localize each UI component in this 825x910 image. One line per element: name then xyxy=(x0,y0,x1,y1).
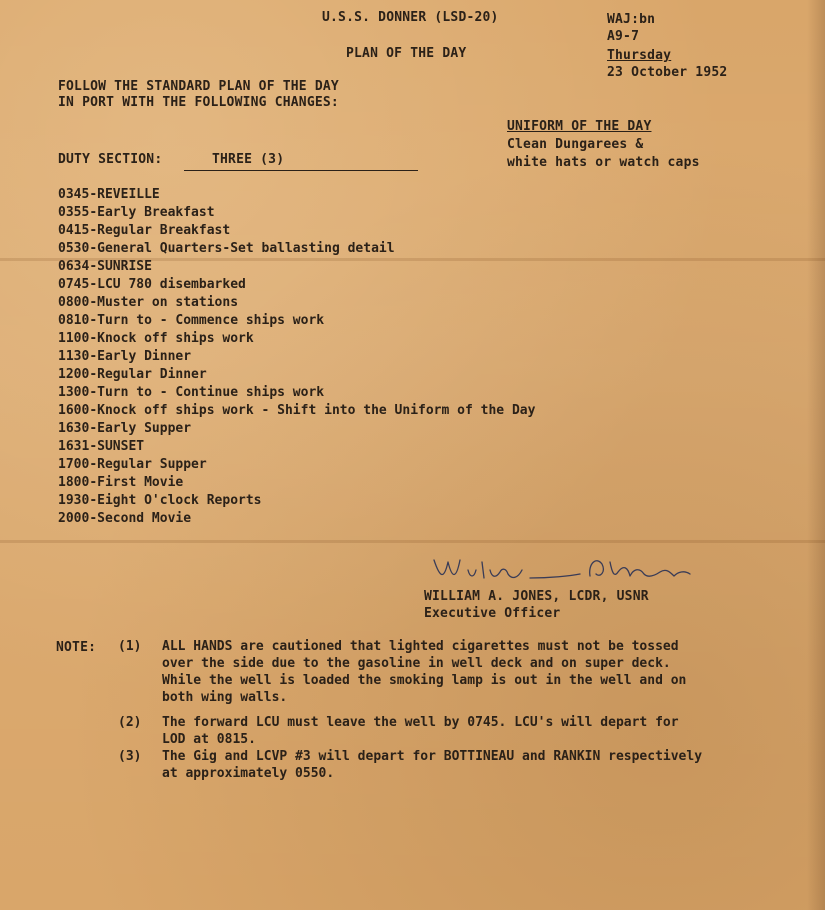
note-number: (3) xyxy=(118,749,142,764)
schedule-activity: Early Breakfast xyxy=(97,205,215,220)
schedule-separator: - xyxy=(89,331,98,346)
schedule-activity: Early Supper xyxy=(97,421,192,436)
note-line: ALL HANDS are cautioned that lighted cigarettes must not be tossed xyxy=(162,639,679,654)
schedule-time: 1700 xyxy=(58,457,90,472)
schedule-separator: - xyxy=(89,493,98,508)
intro-line-1: FOLLOW THE STANDARD PLAN OF THE DAY xyxy=(58,79,339,94)
schedule-separator: - xyxy=(89,241,98,256)
reference-initials: WAJ:bn xyxy=(607,12,656,27)
schedule-activity: LCU 780 disembarked xyxy=(97,277,246,292)
schedule-time: 1630 xyxy=(58,421,90,436)
schedule-separator: - xyxy=(89,385,98,400)
note-line: over the side due to the gasoline in well deck and on super deck. xyxy=(162,656,671,671)
paper-fold xyxy=(0,540,825,543)
schedule-separator: - xyxy=(89,205,98,220)
schedule-row xyxy=(58,420,535,438)
weekday: Thursday xyxy=(607,48,672,63)
note-line: at approximately 0550. xyxy=(162,766,335,781)
schedule-activity: Knock off ships work xyxy=(97,331,254,346)
schedule-time: 1600 xyxy=(58,403,90,418)
schedule-row xyxy=(58,204,535,222)
schedule-separator: - xyxy=(89,187,98,202)
schedule-row xyxy=(58,366,535,384)
schedule-separator: - xyxy=(89,475,98,490)
schedule-time: 1800 xyxy=(58,475,90,490)
schedule-separator: - xyxy=(89,457,98,472)
handwritten-signature xyxy=(430,548,700,590)
schedule-activity: Eight O'clock Reports xyxy=(97,493,262,508)
duty-section-value: THREE (3) xyxy=(212,152,285,167)
schedule-row xyxy=(58,294,535,312)
schedule-time: 1930 xyxy=(58,493,90,508)
schedule-activity: Turn to - Continue ships work xyxy=(97,385,325,400)
schedule-row xyxy=(58,330,535,348)
schedule-row xyxy=(58,222,535,240)
schedule-activity: Early Dinner xyxy=(97,349,192,364)
schedule-row xyxy=(58,186,535,204)
schedule-separator: - xyxy=(89,277,98,292)
uniform-line-1: Clean Dungarees & xyxy=(507,137,644,152)
schedule-row xyxy=(58,510,535,528)
reference-code: A9-7 xyxy=(607,29,640,44)
schedule-activity: General Quarters-Set ballasting detail xyxy=(97,241,395,256)
schedule-time: 2000 xyxy=(58,511,90,526)
schedule-activity: Second Movie xyxy=(97,511,192,526)
schedule-time: 1130 xyxy=(58,349,90,364)
schedule-row xyxy=(58,258,535,276)
schedule-row xyxy=(58,438,535,456)
schedule-separator: - xyxy=(89,223,98,238)
schedule-row xyxy=(58,492,535,510)
schedule-time: 0810 xyxy=(58,313,90,328)
schedule-time: 1100 xyxy=(58,331,90,346)
schedule-activity: SUNSET xyxy=(97,439,145,454)
schedule-list xyxy=(58,186,535,528)
schedule-activity: First Movie xyxy=(97,475,184,490)
uniform-title: UNIFORM OF THE DAY xyxy=(507,119,652,134)
schedule-separator: - xyxy=(89,295,98,310)
schedule-separator: - xyxy=(89,367,98,382)
note-line: LOD at 0815. xyxy=(162,732,256,747)
schedule-activity: Turn to - Commence ships work xyxy=(97,313,325,328)
schedule-time: 1200 xyxy=(58,367,90,382)
schedule-activity: Regular Supper xyxy=(97,457,207,472)
schedule-row xyxy=(58,312,535,330)
schedule-row xyxy=(58,456,535,474)
schedule-separator: - xyxy=(89,313,98,328)
schedule-separator: - xyxy=(89,259,98,274)
schedule-separator: - xyxy=(89,349,98,364)
ship-name: U.S.S. DONNER (LSD-20) xyxy=(322,10,499,25)
document-date: 23 October 1952 xyxy=(607,65,728,80)
schedule-activity: Regular Breakfast xyxy=(97,223,231,238)
intro-line-2: IN PORT WITH THE FOLLOWING CHANGES: xyxy=(58,95,339,110)
schedule-time: 1631 xyxy=(58,439,90,454)
schedule-row xyxy=(58,240,535,258)
plan-title: PLAN OF THE DAY xyxy=(346,46,467,61)
duty-section-underline xyxy=(184,170,418,171)
paper-edge xyxy=(807,0,825,910)
schedule-time: 0530 xyxy=(58,241,90,256)
schedule-row xyxy=(58,276,535,294)
schedule-time: 0415 xyxy=(58,223,90,238)
signer-name: WILLIAM A. JONES, LCDR, USNR xyxy=(424,589,649,604)
schedule-activity: Regular Dinner xyxy=(97,367,207,382)
duty-section-label: DUTY SECTION: xyxy=(58,152,163,167)
schedule-activity: REVEILLE xyxy=(97,187,160,202)
schedule-time: 0345 xyxy=(58,187,90,202)
schedule-separator: - xyxy=(89,439,98,454)
schedule-time: 0745 xyxy=(58,277,90,292)
schedule-activity: Knock off ships work - Shift into the Uniform of the Day xyxy=(97,403,536,418)
note-number: (1) xyxy=(118,639,142,654)
schedule-activity: SUNRISE xyxy=(97,259,152,274)
note-line: While the well is loaded the smoking lamp is out in the well and on xyxy=(162,673,687,688)
schedule-separator: - xyxy=(89,403,98,418)
schedule-activity: Muster on stations xyxy=(97,295,239,310)
notes-label: NOTE: xyxy=(56,640,97,655)
schedule-row xyxy=(58,384,535,402)
uniform-line-2: white hats or watch caps xyxy=(507,155,700,170)
note-number: (2) xyxy=(118,715,142,730)
schedule-row xyxy=(58,402,535,420)
signer-title: Executive Officer xyxy=(424,606,561,621)
schedule-time: 0355 xyxy=(58,205,90,220)
note-line: The forward LCU must leave the well by 0745. LCU's will depart for xyxy=(162,715,679,730)
schedule-separator: - xyxy=(89,421,98,436)
schedule-separator: - xyxy=(89,511,98,526)
schedule-row xyxy=(58,474,535,492)
schedule-row xyxy=(58,348,535,366)
schedule-time: 0800 xyxy=(58,295,90,310)
note-line: The Gig and LCVP #3 will depart for BOTTINEAU and RANKIN respectively xyxy=(162,749,703,764)
schedule-time: 0634 xyxy=(58,259,90,274)
schedule-time: 1300 xyxy=(58,385,90,400)
note-line: both wing walls. xyxy=(162,690,288,705)
